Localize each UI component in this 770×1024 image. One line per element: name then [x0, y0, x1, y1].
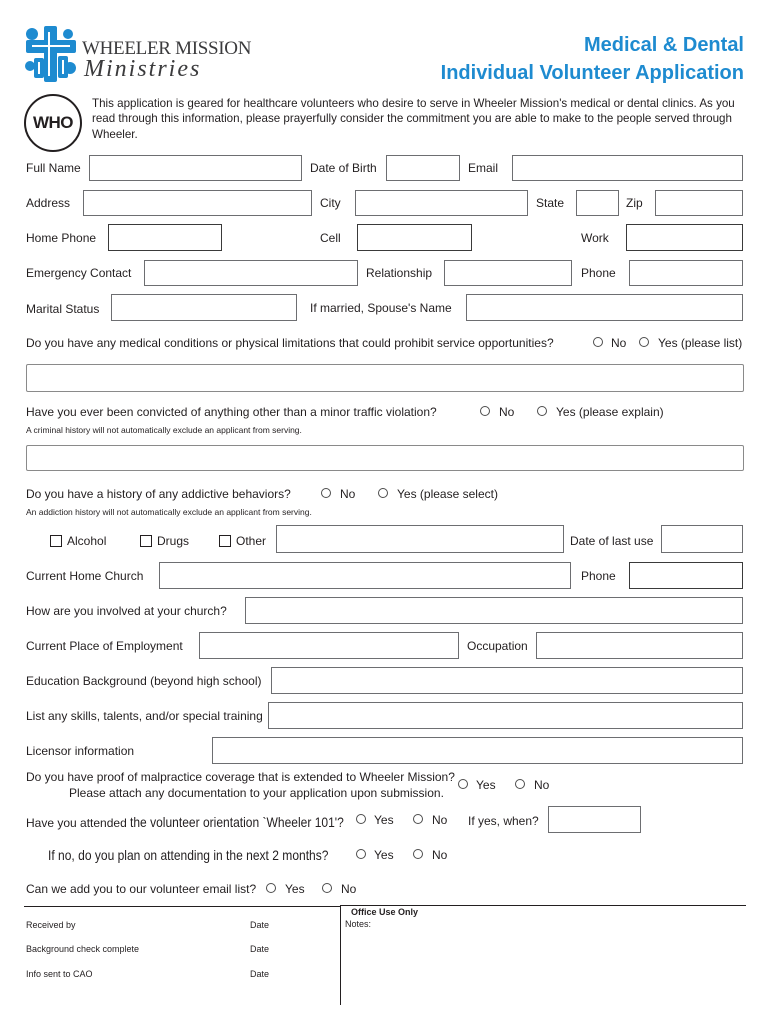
education-input[interactable]	[271, 667, 743, 694]
if-yes-when-label: If yes, when?	[468, 814, 539, 828]
date-last-use-input[interactable]	[661, 525, 743, 553]
spouse-name-label: If married, Spouse's Name	[310, 301, 452, 315]
occupation-label: Occupation	[467, 639, 528, 653]
licensor-input[interactable]	[212, 737, 743, 764]
conviction-yes-label: Yes (please explain)	[556, 405, 664, 419]
medical-no-radio[interactable]	[593, 337, 603, 347]
received-by-label: Received by	[26, 920, 76, 930]
orientation-no-radio[interactable]	[413, 814, 423, 824]
email-label: Email	[468, 161, 499, 175]
marital-status-label: Marital Status	[26, 302, 100, 316]
date-last-use-label: Date of last use	[570, 534, 654, 548]
orientation-no-label: No	[432, 813, 448, 827]
other-checkbox[interactable]	[219, 535, 231, 547]
malpractice-yes-radio[interactable]	[458, 779, 468, 789]
background-check-label: Background check complete	[26, 944, 140, 954]
plan-yes-radio[interactable]	[356, 849, 366, 859]
dob-input[interactable]	[386, 155, 460, 181]
licensor-label: Licensor information	[26, 744, 135, 758]
orientation-date-input[interactable]	[548, 806, 641, 833]
medical-question: Do you have any medical conditions or physical limitations that could prohibit service opportunities?	[26, 336, 554, 350]
conviction-no-label: No	[499, 405, 515, 419]
form-title-line2: Individual Volunteer Application	[440, 62, 744, 84]
conviction-yes-radio[interactable]	[537, 406, 547, 416]
relationship-label: Relationship	[366, 266, 433, 280]
address-label: Address	[26, 196, 71, 210]
addictive-no-radio[interactable]	[321, 488, 331, 498]
addictive-yes-label: Yes (please select)	[397, 487, 498, 501]
city-input[interactable]	[355, 190, 528, 216]
address-input[interactable]	[83, 190, 312, 216]
other-input[interactable]	[276, 525, 564, 553]
state-label: State	[536, 196, 565, 210]
office-vertical-divider	[340, 905, 341, 1005]
home-phone-input[interactable]	[108, 224, 222, 251]
background-date-label: Date	[250, 944, 270, 954]
church-involvement-label: How are you involved at your church?	[26, 604, 227, 618]
addictive-yes-radio[interactable]	[378, 488, 388, 498]
zip-label: Zip	[626, 196, 643, 210]
work-input[interactable]	[626, 224, 743, 251]
plan-no-radio[interactable]	[413, 849, 423, 859]
home-phone-label: Home Phone	[26, 231, 97, 245]
org-name-line1: WHEELER MISSION	[82, 38, 252, 59]
conviction-question: Have you ever been convicted of anything other than a minor traffic violation?	[26, 405, 437, 419]
conviction-no-radio[interactable]	[480, 406, 490, 416]
email-list-question: Can we add you to our volunteer email list?	[26, 882, 257, 896]
orientation-yes-label: Yes	[374, 813, 394, 827]
city-label: City	[320, 196, 341, 210]
dob-label: Date of Birth	[310, 161, 377, 175]
home-church-input[interactable]	[159, 562, 571, 589]
logo	[22, 24, 252, 84]
malpractice-no-label: No	[534, 778, 550, 792]
conviction-note: A criminal history will not automatically exclude an applicant from serving.	[26, 425, 302, 435]
church-involvement-input[interactable]	[245, 597, 743, 624]
orientation-question-b: the volunteer orientation `Wheeler 101'?	[130, 814, 344, 830]
addictive-no-label: No	[340, 487, 356, 501]
malpractice-yes-label: Yes	[476, 778, 496, 792]
drugs-label: Drugs	[157, 534, 190, 548]
state-input[interactable]	[576, 190, 619, 216]
conviction-explain-input[interactable]	[26, 445, 744, 471]
occupation-input[interactable]	[536, 632, 743, 659]
malpractice-attach-note: Please attach any documentation to your application upon submission.	[69, 786, 444, 800]
org-name-line2: Ministries	[84, 56, 202, 82]
education-label: Education Background (beyond high school)	[26, 674, 262, 688]
orientation-question-a: Have you attended	[26, 816, 127, 830]
office-divider-right	[340, 905, 746, 906]
who-badge	[24, 94, 82, 152]
plan-yes-label: Yes	[374, 848, 394, 862]
employment-input[interactable]	[199, 632, 459, 659]
email-list-yes-radio[interactable]	[266, 883, 276, 893]
email-list-no-radio[interactable]	[322, 883, 332, 893]
emergency-phone-label: Phone	[581, 266, 616, 280]
skills-label: List any skills, talents, and/or special training	[26, 709, 263, 723]
work-label: Work	[581, 231, 609, 245]
notes-label: Notes:	[345, 919, 372, 929]
emergency-phone-input[interactable]	[629, 260, 743, 286]
orientation-yes-radio[interactable]	[356, 814, 366, 824]
church-phone-input[interactable]	[629, 562, 743, 589]
marital-status-input[interactable]	[111, 294, 297, 321]
addictive-question: Do you have a history of any addictive behaviors?	[26, 487, 291, 501]
emergency-contact-label: Emergency Contact	[26, 266, 132, 280]
skills-input[interactable]	[268, 702, 743, 729]
emergency-contact-input[interactable]	[144, 260, 358, 286]
spouse-name-input[interactable]	[466, 294, 743, 321]
received-date-label: Date	[250, 920, 270, 930]
church-phone-label: Phone	[581, 569, 616, 583]
orientation-question	[26, 815, 379, 830]
office-divider-left	[24, 906, 340, 907]
office-use-heading: Office Use Only	[351, 907, 419, 917]
cell-label: Cell	[320, 231, 341, 245]
medical-no-label: No	[611, 336, 627, 350]
info-sent-label: Info sent to CAO	[26, 969, 93, 979]
employment-label: Current Place of Employment	[26, 639, 183, 653]
alcohol-checkbox[interactable]	[50, 535, 62, 547]
intro-text: This application is geared for healthcare volunteers who desire to serve in Wheeler Mission's medical or dental clinics. As you read through this information, please prayerfully consider the commitment you are able to make to the people served through Wheeler.	[92, 97, 735, 141]
medical-list-input[interactable]	[26, 364, 744, 392]
home-church-label: Current Home Church	[26, 569, 144, 583]
full-name-input[interactable]	[89, 155, 302, 181]
relationship-input[interactable]	[444, 260, 572, 286]
office-use-section	[0, 900, 770, 1010]
cell-input[interactable]	[357, 224, 472, 251]
malpractice-no-radio[interactable]	[515, 779, 525, 789]
medical-yes-label: Yes (please list)	[658, 336, 743, 350]
form-title-line1: Medical & Dental	[583, 34, 744, 56]
email-input[interactable]	[512, 155, 743, 181]
other-label: Other	[236, 534, 267, 548]
plan-question	[48, 848, 374, 863]
full-name-label: Full Name	[26, 161, 81, 175]
malpractice-question: Do you have proof of malpractice coverage that is extended to Wheeler Mission?	[26, 770, 455, 784]
plan-no-label: No	[432, 848, 448, 862]
info-sent-date-label: Date	[250, 969, 270, 979]
email-list-no-label: No	[341, 882, 357, 896]
zip-input[interactable]	[655, 190, 743, 216]
drugs-checkbox[interactable]	[140, 535, 152, 547]
cross-logo-icon	[22, 24, 80, 84]
email-list-yes-label: Yes	[285, 882, 305, 896]
alcohol-label: Alcohol	[67, 534, 107, 548]
medical-yes-radio[interactable]	[639, 337, 649, 347]
plan-question-text: If no, do you plan on attending in the next 2 months?	[48, 847, 329, 863]
who-badge-text: WHO	[32, 113, 74, 132]
addictive-note: An addiction history will not automatically exclude an applicant from serving.	[26, 507, 312, 517]
